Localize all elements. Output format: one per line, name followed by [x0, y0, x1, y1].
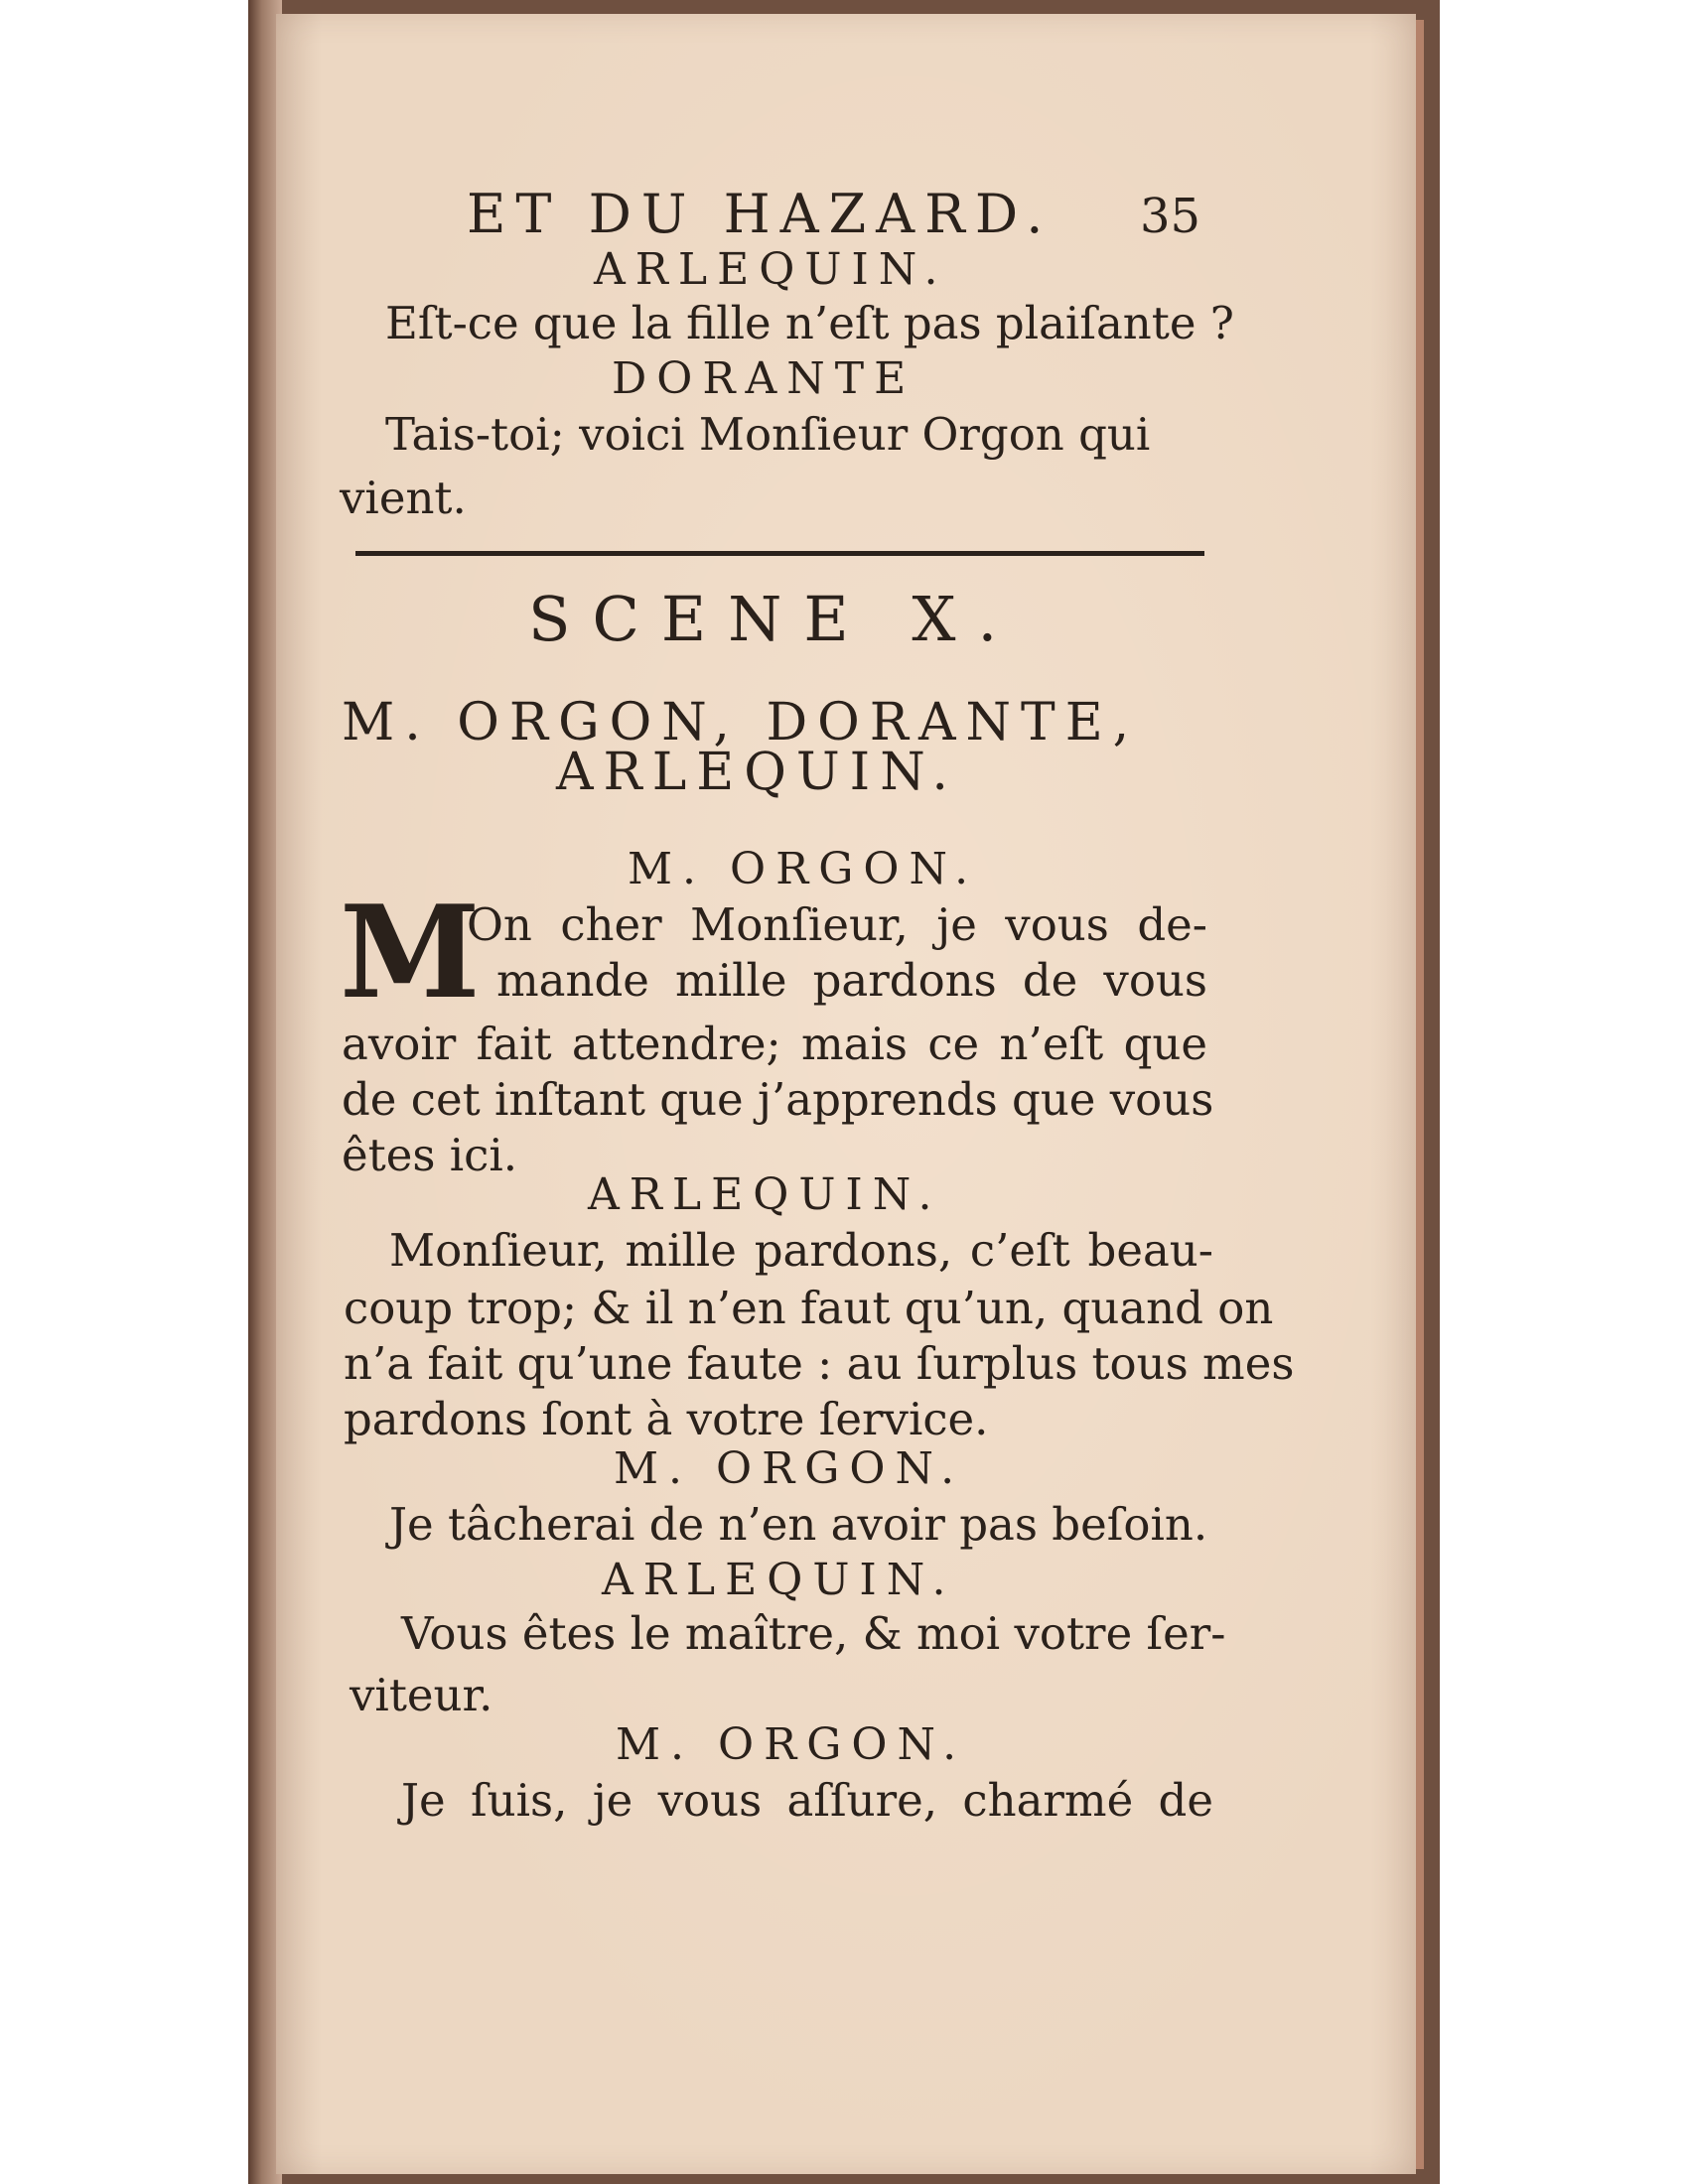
speaker-name: M. ORGON.: [614, 1443, 965, 1494]
dialogue-line: êtes ici.: [342, 1129, 518, 1181]
dialogue-line-text: Tais-toi; voici Monſieur Orgon qui: [385, 408, 1151, 461]
dialogue-line: de cet inſtant que j’apprends que vous: [342, 1073, 1214, 1126]
dialogue-line: Eſt-ce que la fille n’eſt pas plaiſante ?: [385, 297, 1234, 349]
dialogue-line: Je tâcherai de n’en avoir pas beſoin.: [389, 1498, 1208, 1551]
dialogue-line: n’a fait qu’une faute : au ſurplus tous mes: [344, 1337, 1295, 1390]
dialogue-line: mande mille pardons de vous: [496, 954, 1207, 1007]
dialogue-line: viteur.: [350, 1669, 493, 1721]
speaker-name: M. ORGON.: [628, 844, 979, 894]
speaker-name: M. ORGON.: [616, 1719, 967, 1770]
running-head: ET DU HAZARD.: [467, 183, 1054, 245]
dialogue-line: pardons ſont à votre ſervice.: [344, 1393, 989, 1445]
speaker-name: ARLEQUIN.: [588, 1169, 942, 1220]
speaker-name: ARLEQUIN.: [594, 244, 948, 295]
page-number: 35: [1140, 189, 1201, 244]
scene-cast-line: ARLEQUIN.: [556, 743, 958, 802]
drop-cap: M: [340, 879, 481, 1027]
dialogue-line: Monſieur, mille pardons, c’eſt beau-: [389, 1224, 1213, 1277]
dialogue-line: vient.: [340, 472, 467, 524]
scene-title: SCENE X.: [528, 583, 1020, 655]
page-edge: [1416, 20, 1424, 2169]
scene-cast-line: M. ORGON, DORANTE,: [342, 693, 1140, 752]
dialogue-line: coup trop; & il n’en faut qu’un, quand on: [344, 1282, 1274, 1334]
speaker-name: DORANTE: [612, 353, 916, 404]
section-rule: [355, 551, 1204, 556]
dialogue-line: [385, 407, 1201, 463]
dialogue-line: Je ſuis, je vous aſſure, charmé de: [401, 1774, 1213, 1827]
dialogue-line: avoir fait attendre; mais ce n’eſt que: [342, 1018, 1207, 1070]
speaker-name: ARLEQUIN.: [602, 1555, 956, 1605]
dialogue-line: On cher Monſieur, je vous de-: [467, 898, 1207, 951]
dialogue-line: Vous êtes le maître, & moi votre ſer-: [401, 1607, 1226, 1660]
